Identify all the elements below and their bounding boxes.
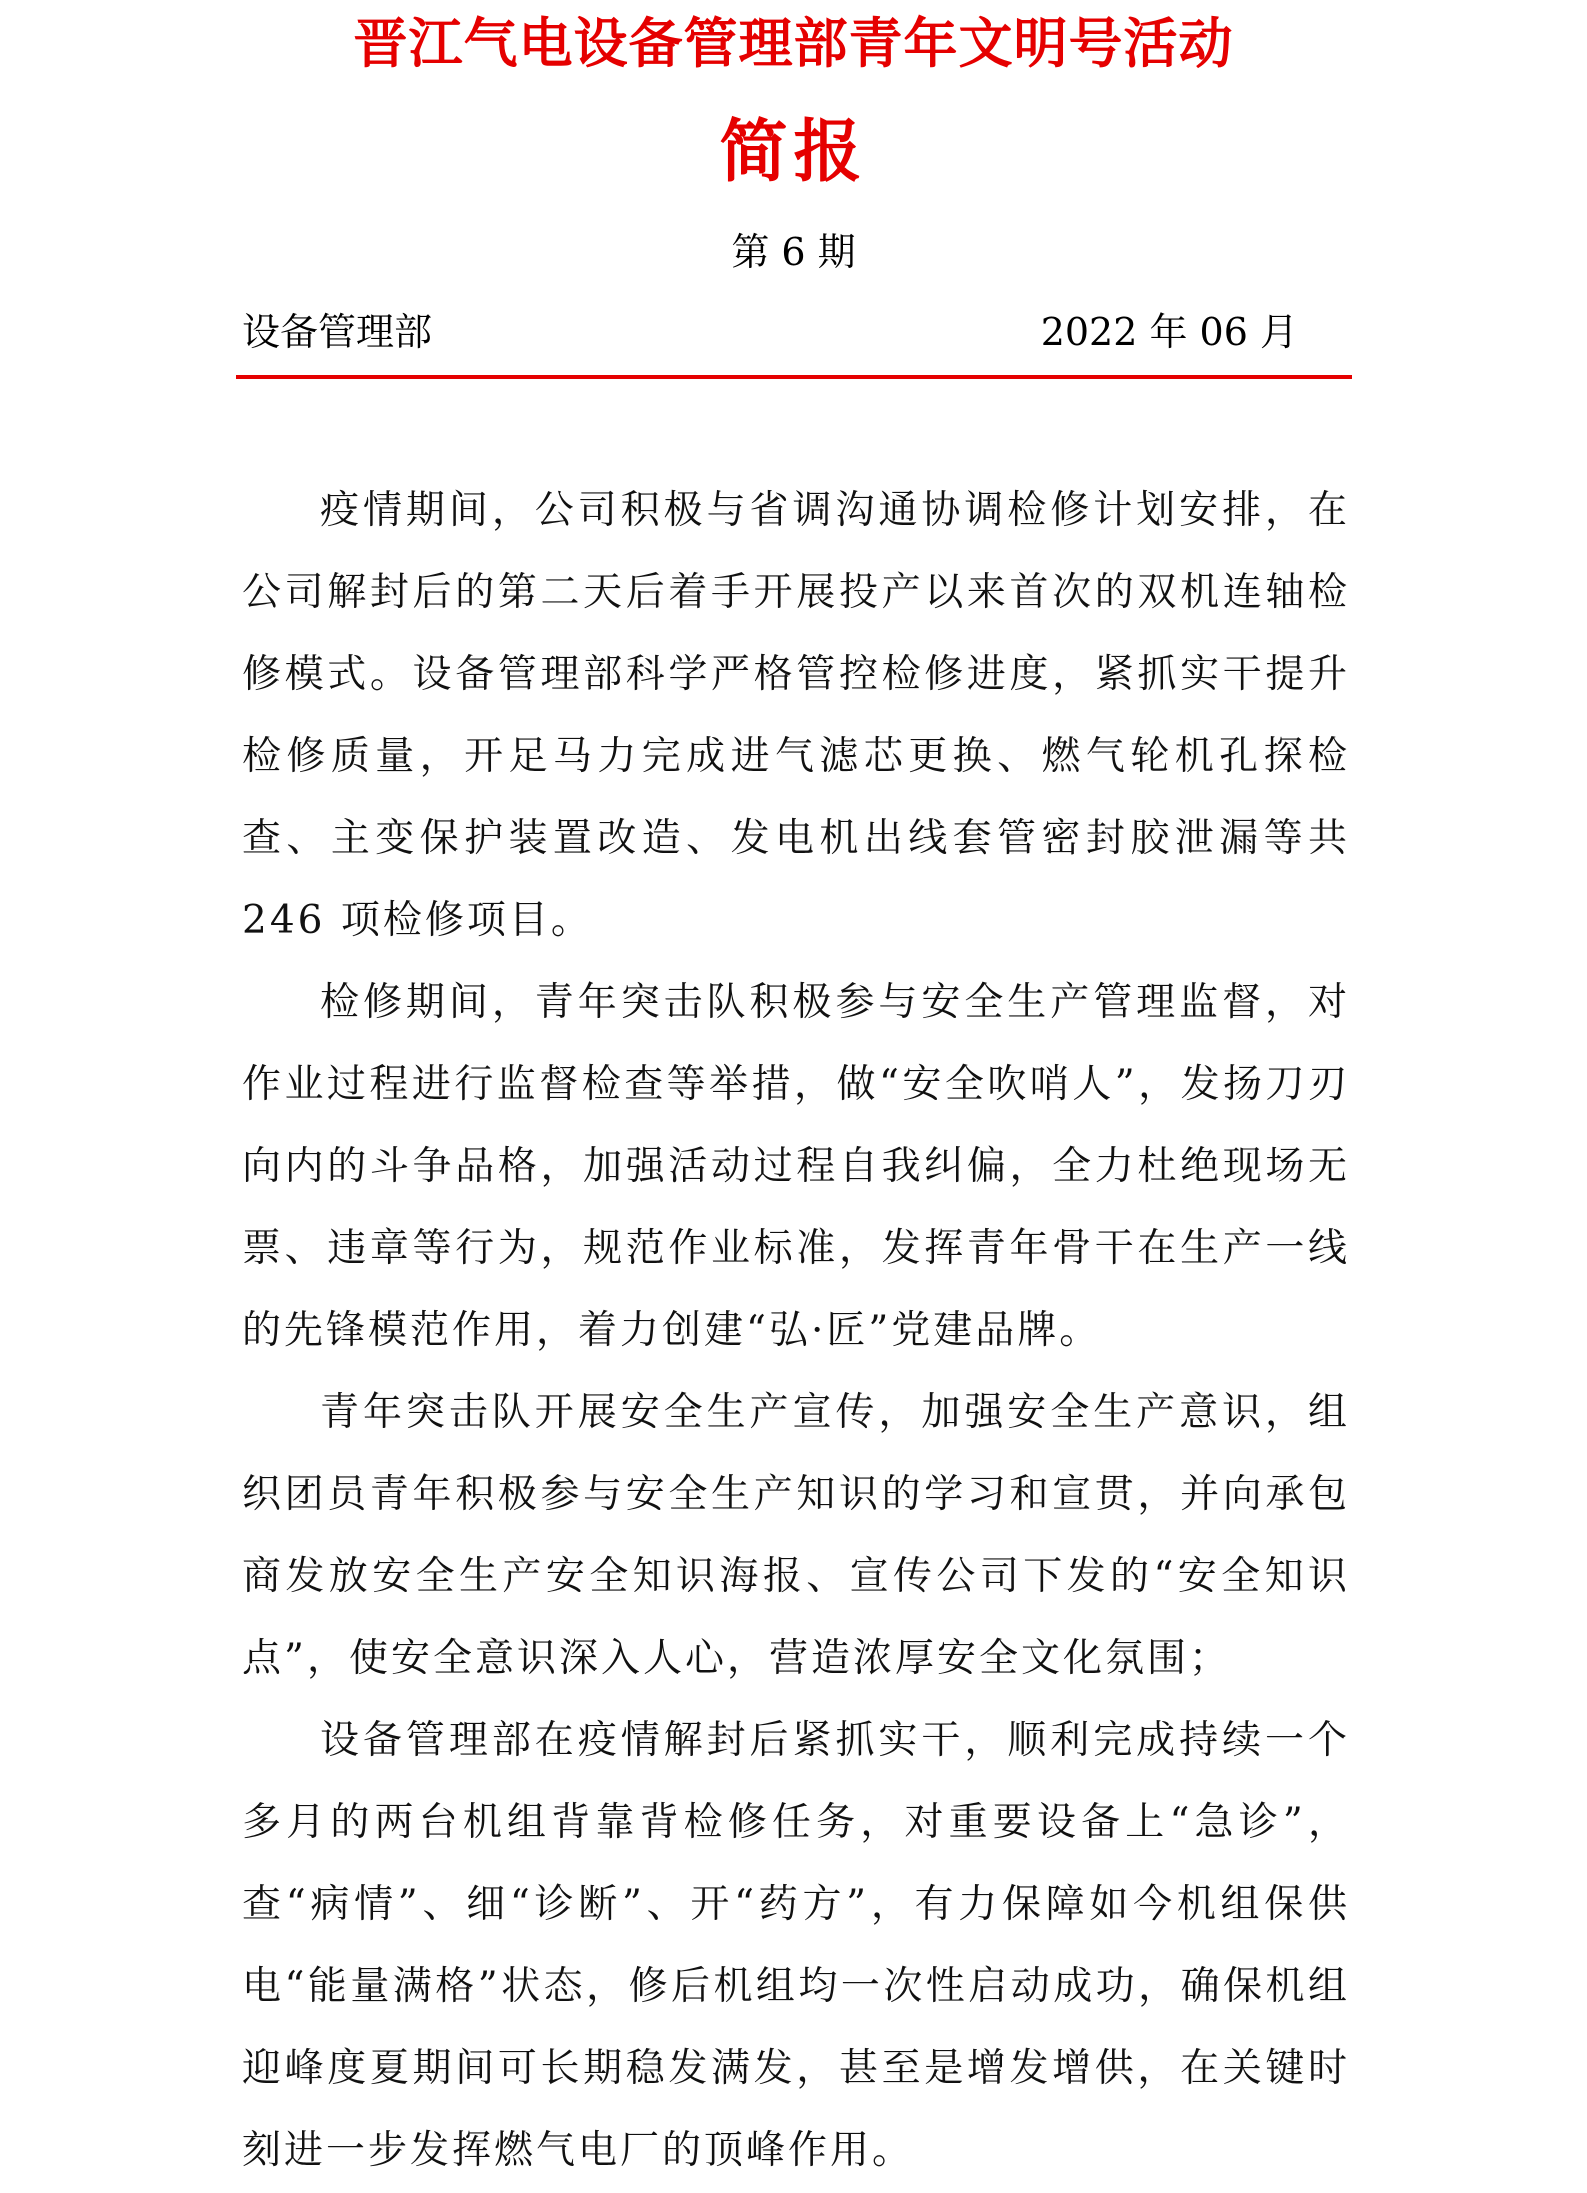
bulletin-subtitle: 简报 bbox=[719, 113, 868, 192]
issue-number: 第 6 期 bbox=[731, 230, 856, 274]
paragraph: 青年突击队开展安全生产宣传，加强安全生产意识，组织团员青年积极参与安全生产知识的学习和宣贯，并向承包商发放安全生产安全知识海报、宣传公司下发的“安全知识点”，使安全意识深入人心，营造浓厚安全文化氛围； bbox=[242, 1390, 1350, 1681]
issue-date: 2022 年 06 月 bbox=[1040, 310, 1298, 354]
header-divider bbox=[236, 375, 1352, 379]
bulletin-body bbox=[242, 470, 1350, 2192]
bulletin-title: 晋江气电设备管理部青年文明号活动 bbox=[353, 12, 1234, 75]
paragraph: 疫情期间，公司积极与省调沟通协调检修计划安排，在公司解封后的第二天后着手开展投产以来首次的双机连轴检修模式。设备管理部科学严格管控检修进度，紧抓实干提升检修质量，开足马力完成进气滤芯更换、燃气轮机孔探检查、主变保护装置改造、发电机出线套管密封胶泄漏等共 246 项检修项目。 bbox=[242, 488, 1350, 943]
paragraph: 设备管理部在疫情解封后紧抓实干，顺利完成持续一个多月的两台机组背靠背检修任务，对重要设备上“急诊”，查“病情”、细“诊断”、开“药方”，有力保障如今机组保供电“能量满格”状态，修后机组均一次性启动成功，确保机组迎峰度夏期间可长期稳发满发，甚至是增发增供，在关键时刻进一步发挥燃气电厂的顶峰作用。 bbox=[242, 1718, 1350, 2173]
paragraph: 检修期间，青年突击队积极参与安全生产管理监督，对作业过程进行监督检查等举措，做“安全吹哨人”，发扬刀刃向内的斗争品格，加强活动过程自我纠偏，全力杜绝现场无票、违章等行为，规范作业标准，发挥青年骨干在生产一线的先锋模范作用，着力创建“弘·匠”党建品牌。 bbox=[242, 980, 1350, 1353]
department-name: 设备管理部 bbox=[242, 310, 433, 354]
